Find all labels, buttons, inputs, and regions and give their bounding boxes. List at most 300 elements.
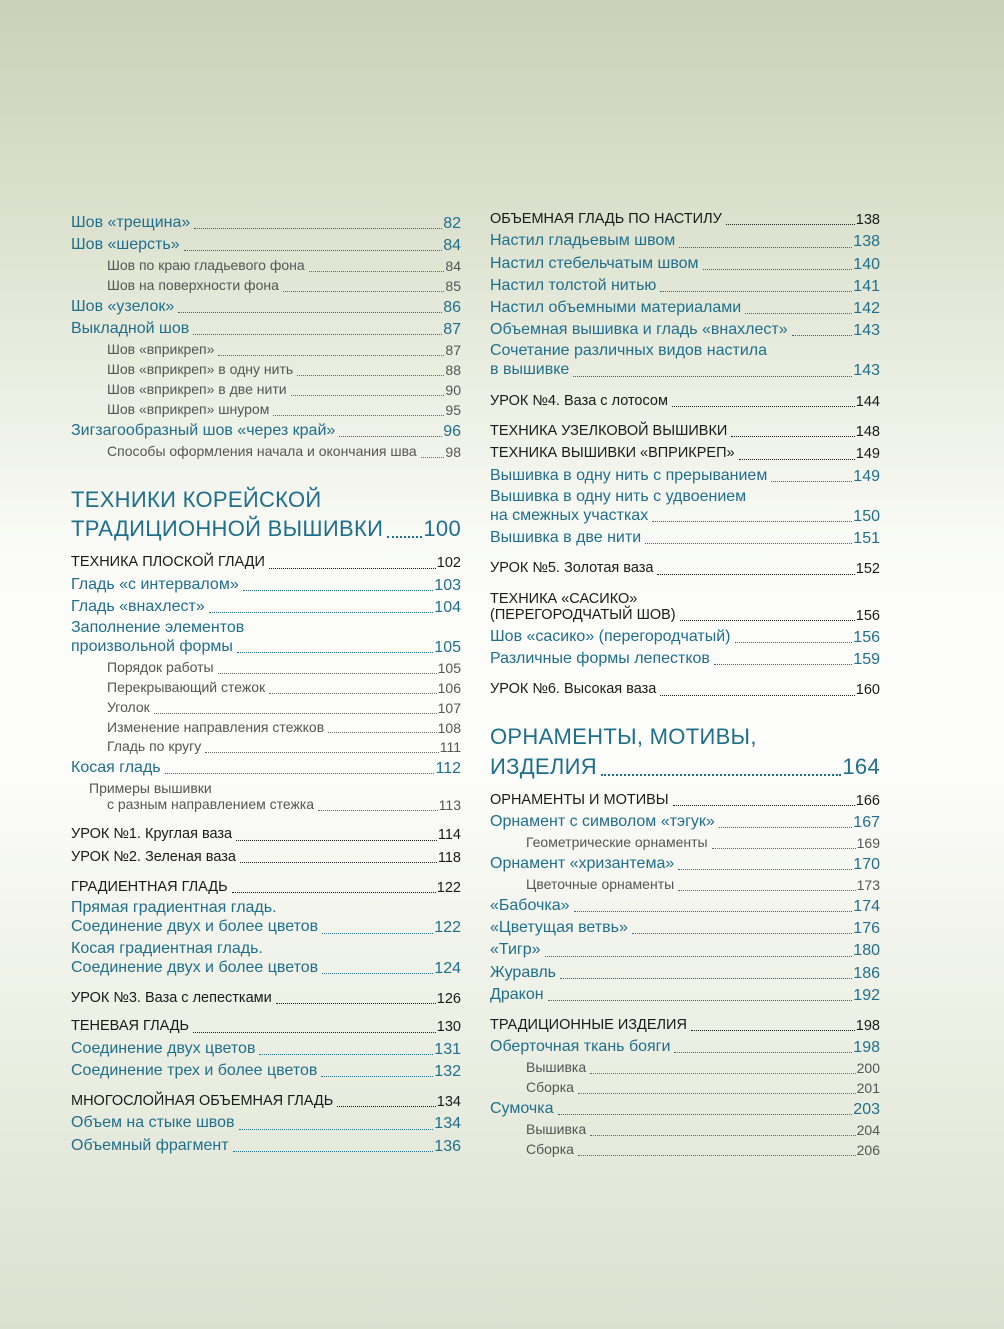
toc-entry-line xyxy=(490,792,880,810)
dot-leader xyxy=(731,434,854,437)
toc-entry-line xyxy=(490,896,880,916)
toc-entry-line xyxy=(89,659,461,677)
toc-entry[interactable] xyxy=(71,297,461,317)
toc-subentry[interactable] xyxy=(71,780,461,814)
toc-entry-title: ТЕНЕВАЯ ГЛАДЬ xyxy=(71,1018,190,1035)
toc-entry-title: Геометрические орнаменты xyxy=(526,834,708,851)
page-number: 132 xyxy=(434,1062,461,1080)
toc-entry-title: Гладь «с интервалом» xyxy=(71,575,239,593)
toc-entry-line xyxy=(490,276,880,296)
dot-leader xyxy=(194,226,442,229)
toc-entry-title: Соединение трех и более цветов xyxy=(71,1061,318,1079)
toc-entry-line: ОРНАМЕНТЫ, МОТИВЫ, xyxy=(490,723,757,749)
toc-entry-line xyxy=(71,917,461,937)
toc-entry-title: ОРНАМЕНТЫ И МОТИВЫ xyxy=(490,791,669,808)
toc-entry[interactable] xyxy=(490,1099,880,1119)
dot-leader xyxy=(645,541,852,544)
toc-entry-line xyxy=(89,699,461,717)
toc-entry-title: Шов на поверхности фона xyxy=(107,277,279,294)
toc-entry-title: Сумочка xyxy=(490,1100,554,1118)
page-number: 192 xyxy=(853,986,880,1004)
dot-leader xyxy=(545,954,853,957)
page-number: 166 xyxy=(855,792,880,809)
page-number: 170 xyxy=(853,855,880,873)
toc-entry-line xyxy=(71,597,461,617)
page-number: 100 xyxy=(423,516,461,542)
toc-entry-title: Орнамент с символом «тэгук» xyxy=(490,813,715,830)
toc-entry-title: Зигзагообразный шов «через край» xyxy=(71,421,336,439)
page-number: 142 xyxy=(853,299,880,317)
dot-leader xyxy=(339,434,442,437)
dot-leader xyxy=(283,289,445,292)
page-number: 167 xyxy=(853,814,880,831)
page-number: 200 xyxy=(856,1060,880,1077)
toc-entry[interactable] xyxy=(490,854,880,874)
toc-entry-title: УРОК №2. Зеленая ваза xyxy=(71,848,236,865)
toc-entry-line xyxy=(490,466,880,486)
toc-entry-line xyxy=(490,360,880,380)
toc-entry-title: Перекрывающий стежок xyxy=(107,679,266,696)
dot-leader xyxy=(558,1112,853,1115)
toc-entry[interactable] xyxy=(490,276,880,296)
toc-entry-title: УРОК №5. Золотая ваза xyxy=(490,560,654,577)
toc-subentry[interactable] xyxy=(71,341,461,359)
dot-leader xyxy=(680,618,855,621)
toc-entry[interactable] xyxy=(71,235,461,255)
toc-entry-title: Сборка xyxy=(526,1079,574,1096)
toc-entry-line xyxy=(490,254,880,274)
toc-heading[interactable] xyxy=(490,393,880,411)
toc-entry-title: ИЗДЕЛИЯ xyxy=(490,753,597,779)
toc-entry-line xyxy=(508,834,880,852)
toc-entry-title: «Тигр» xyxy=(490,941,541,959)
dot-leader xyxy=(322,931,433,934)
toc-subentry[interactable] xyxy=(71,361,461,379)
toc-entry-title: Соединение двух цветов xyxy=(71,1039,256,1057)
toc-entry-title: Вышивка в две нити xyxy=(490,529,642,547)
toc-subentry[interactable] xyxy=(490,1121,880,1139)
toc-entry-title: «Бабочка» xyxy=(490,896,570,914)
toc-entry-line: Сочетание различных видов настила xyxy=(490,342,767,360)
toc-entry[interactable] xyxy=(490,627,880,647)
toc-entry-title: Настил толстой нитью xyxy=(490,276,657,294)
toc-entry-title: Шов «вприкреп» шнуром xyxy=(107,400,270,417)
dot-leader xyxy=(578,1091,856,1094)
page-number: 204 xyxy=(856,1122,880,1139)
dot-leader xyxy=(276,1001,436,1004)
toc-subentry[interactable] xyxy=(71,257,461,275)
toc-entry-line xyxy=(71,758,461,778)
dot-leader xyxy=(548,998,853,1001)
dot-leader xyxy=(291,393,445,396)
dot-leader xyxy=(560,976,852,979)
toc-subentry[interactable] xyxy=(71,738,461,756)
toc-heading[interactable] xyxy=(490,792,880,810)
page-number: 164 xyxy=(842,753,880,779)
toc-entry-title: (ПЕРЕГОРОДЧАТЫЙ ШОВ) xyxy=(490,606,676,623)
toc-entry[interactable] xyxy=(490,320,880,340)
toc-entry-line xyxy=(89,796,461,814)
toc-entry-line xyxy=(89,401,461,419)
dot-leader xyxy=(632,931,852,934)
dot-leader xyxy=(673,803,855,806)
toc-subentry[interactable] xyxy=(71,443,461,461)
toc-entry-title: ТРАДИЦИОННОЙ ВЫШИВКИ xyxy=(71,516,384,542)
toc-heading[interactable] xyxy=(71,1093,461,1111)
toc-entry-line xyxy=(89,443,461,461)
dot-leader xyxy=(205,750,438,753)
toc-entry-title: Шов «вприкреп» в две нити xyxy=(107,380,287,397)
page-number: 114 xyxy=(437,827,461,844)
toc-entry-line: Прямая градиентная гладь. xyxy=(71,899,277,917)
toc-entry-line xyxy=(490,649,880,669)
toc-heading[interactable] xyxy=(71,554,461,572)
toc-entry-title: ТЕХНИКА ПЛОСКОЙ ГЛАДИ xyxy=(71,554,265,571)
toc-entry-line xyxy=(71,1061,461,1081)
toc-entry-line xyxy=(71,421,461,441)
toc-entry-line xyxy=(71,879,461,897)
page-number: 122 xyxy=(434,919,461,937)
page-number: 203 xyxy=(853,1101,880,1119)
toc-entry-line xyxy=(490,607,880,625)
toc-entry-line xyxy=(490,211,880,229)
toc-entry-title: Соединение двух и более цветов xyxy=(71,918,319,936)
toc-entry-title: Способы оформления начала и окончания шва xyxy=(107,442,417,459)
toc-entry[interactable] xyxy=(490,649,880,669)
toc-entry-line: Вышивка в одну нить с удвоением xyxy=(490,487,747,505)
dot-leader xyxy=(193,332,442,335)
page-number: 186 xyxy=(853,964,880,982)
page-number: 159 xyxy=(853,651,880,669)
page-number: 134 xyxy=(436,1093,461,1110)
toc-entry-line: Заполнение элементов xyxy=(71,619,245,637)
toc-entry-line xyxy=(490,231,880,251)
toc-entry[interactable] xyxy=(490,528,880,548)
page-number: 143 xyxy=(853,322,880,340)
page-number: 107 xyxy=(437,699,461,716)
toc-entry-title: Настил стебельчатым швом xyxy=(490,254,699,272)
toc-entry[interactable] xyxy=(71,319,461,339)
toc-entry[interactable] xyxy=(71,899,461,937)
toc-entry-line: Примеры вышивки xyxy=(89,780,212,797)
dot-leader xyxy=(178,310,442,313)
toc-subentry[interactable] xyxy=(490,1079,880,1097)
page-number: 98 xyxy=(445,443,461,460)
toc-entry-title: ТЕХНИКА ВЫШИВКИ «ВПРИКРЕП» xyxy=(490,445,735,462)
toc-entry[interactable] xyxy=(490,231,880,251)
toc-entry-line xyxy=(490,985,880,1005)
page-number: 90 xyxy=(445,381,461,398)
dot-leader xyxy=(771,479,852,482)
toc-entry-line xyxy=(490,560,880,578)
page-number: 140 xyxy=(853,255,880,273)
page-number: 198 xyxy=(855,1017,880,1034)
page-number: 173 xyxy=(856,877,880,894)
toc-heading[interactable] xyxy=(71,990,461,1008)
toc-heading[interactable] xyxy=(490,560,880,578)
toc-entry[interactable] xyxy=(71,597,461,617)
page-number: 131 xyxy=(434,1040,461,1058)
toc-entry[interactable] xyxy=(71,575,461,595)
toc-entry[interactable] xyxy=(490,940,880,960)
toc-entry-title: Орнамент «хризантема» xyxy=(490,854,675,872)
dot-leader xyxy=(574,909,853,912)
toc-entry-line xyxy=(71,637,461,657)
page-number: 102 xyxy=(436,555,461,572)
dot-leader xyxy=(309,269,445,272)
dot-leader xyxy=(387,535,422,538)
page-number: 169 xyxy=(856,835,880,852)
toc-entry-line xyxy=(490,1017,880,1035)
toc-heading[interactable] xyxy=(71,879,461,897)
toc-entry-title: Вышивка xyxy=(526,1121,587,1138)
toc-heading[interactable] xyxy=(490,591,880,625)
page-number: 148 xyxy=(855,423,880,440)
toc-entry-line xyxy=(71,213,461,233)
toc-entry-line xyxy=(71,319,461,339)
page-number: 174 xyxy=(853,897,880,915)
toc-heading[interactable] xyxy=(490,681,880,699)
toc-right-column xyxy=(490,205,880,1159)
dot-leader xyxy=(735,640,853,643)
dot-leader xyxy=(792,333,853,336)
toc-entry[interactable] xyxy=(71,213,461,233)
toc-subentry[interactable] xyxy=(71,679,461,697)
toc-entry[interactable] xyxy=(490,298,880,318)
toc-left-column xyxy=(71,205,461,1156)
toc-entry-title: Шов «вприкреп» xyxy=(107,341,215,358)
toc-entry-title: Настил объемными материалами xyxy=(490,298,742,316)
toc-heading[interactable] xyxy=(71,1018,461,1036)
toc-subentry[interactable] xyxy=(490,1141,880,1159)
toc-entry-title: УРОК №4. Ваза с лотосом xyxy=(490,392,668,409)
dot-leader xyxy=(679,245,852,248)
toc-entry-line xyxy=(490,752,880,782)
toc-entry-line xyxy=(89,738,461,756)
toc-entry-title: Уголок xyxy=(107,698,150,715)
dot-leader xyxy=(719,825,852,828)
page-number: 198 xyxy=(853,1039,880,1057)
page-number: 143 xyxy=(853,362,880,380)
toc-entry-title: Сборка xyxy=(526,1141,574,1158)
page-number: 96 xyxy=(443,422,461,440)
dot-leader xyxy=(745,311,852,314)
toc-entry[interactable] xyxy=(490,985,880,1005)
toc-entry[interactable] xyxy=(490,254,880,274)
toc-subentry[interactable] xyxy=(490,1059,880,1077)
toc-subentry[interactable] xyxy=(71,719,461,737)
page-number: 134 xyxy=(434,1115,461,1133)
page-number: 150 xyxy=(853,507,880,525)
page-number: 108 xyxy=(437,719,461,736)
toc-entry[interactable] xyxy=(490,896,880,916)
page-number: 112 xyxy=(435,760,461,778)
dot-leader xyxy=(322,971,433,974)
page-number: 160 xyxy=(855,682,880,699)
toc-entry-title: ГРАДИЕНТНАЯ ГЛАДЬ xyxy=(71,879,228,896)
page-number: 138 xyxy=(855,212,880,228)
toc-entry-line xyxy=(71,990,461,1008)
page-number: 103 xyxy=(434,576,461,594)
dot-leader xyxy=(703,267,853,270)
page-number: 105 xyxy=(434,639,461,657)
toc-section-title[interactable] xyxy=(490,722,880,782)
toc-entry-title: Шов «сасико» (перегородчатый) xyxy=(490,628,731,646)
toc-entry[interactable] xyxy=(490,466,880,486)
page-number: 124 xyxy=(434,959,461,977)
toc-entry-title: Гладь «внахлест» xyxy=(71,597,205,615)
toc-entry[interactable] xyxy=(490,1037,880,1057)
dot-leader xyxy=(239,1127,434,1130)
toc-entry-line xyxy=(508,1079,880,1097)
dot-leader xyxy=(218,671,437,674)
toc-subentry[interactable] xyxy=(71,401,461,419)
toc-subentry[interactable] xyxy=(71,277,461,295)
toc-entry[interactable] xyxy=(490,488,880,526)
toc-heading[interactable] xyxy=(490,423,880,441)
toc-subentry[interactable] xyxy=(490,876,880,894)
toc-entry-line xyxy=(71,554,461,572)
dot-leader xyxy=(233,1149,434,1152)
page-number: 88 xyxy=(445,362,461,379)
page-number: 156 xyxy=(853,629,880,647)
toc-entry-line xyxy=(508,1141,880,1159)
dot-leader xyxy=(578,1153,856,1156)
toc-entry-line xyxy=(71,575,461,595)
toc-entry-title: Вышивка в одну нить с прерыванием xyxy=(490,466,768,484)
toc-entry[interactable] xyxy=(71,619,461,657)
toc-entry[interactable] xyxy=(71,421,461,441)
dot-leader xyxy=(318,808,438,811)
page-number: 149 xyxy=(853,467,880,485)
toc-entry-title: произвольной формы xyxy=(71,638,233,656)
toc-entry-line xyxy=(490,298,880,318)
dot-leader xyxy=(232,890,436,893)
dot-leader xyxy=(601,773,841,776)
toc-entry[interactable] xyxy=(490,342,880,380)
toc-entry-line: ТЕХНИКИ КОРЕЙСКОЙ xyxy=(71,486,322,512)
dot-leader xyxy=(678,867,852,870)
toc-entry-line xyxy=(71,1136,461,1156)
page-number: 122 xyxy=(436,880,461,897)
toc-entry-line xyxy=(490,423,880,441)
toc-entry-title: Объемный фрагмент xyxy=(71,1136,229,1154)
page-number: 84 xyxy=(445,258,461,275)
page-number: 130 xyxy=(436,1019,461,1036)
toc-entry[interactable] xyxy=(71,1039,461,1059)
page-number: 126 xyxy=(436,990,461,1007)
dot-leader xyxy=(712,846,856,849)
toc-subentry[interactable] xyxy=(71,659,461,677)
toc-entry-title: Шов по краю гладьевого фона xyxy=(107,257,305,274)
toc-entry-line xyxy=(71,235,461,255)
dot-leader xyxy=(321,1074,433,1077)
toc-entry-title: Объем на стыке швов xyxy=(71,1114,235,1132)
toc-heading[interactable] xyxy=(71,849,461,867)
toc-entry[interactable] xyxy=(71,758,461,778)
toc-entry-title: Порядок работы xyxy=(107,659,214,676)
page-number: 141 xyxy=(853,277,880,295)
page-number: 206 xyxy=(856,1142,880,1159)
page-number: 104 xyxy=(434,598,461,616)
dot-leader xyxy=(739,457,855,460)
toc-entry-line xyxy=(71,297,461,317)
dot-leader xyxy=(297,373,444,376)
page-number: 85 xyxy=(445,278,461,295)
toc-entry-line xyxy=(89,257,461,275)
page-number: 82 xyxy=(443,215,461,232)
toc-entry[interactable] xyxy=(71,940,461,978)
toc-heading[interactable] xyxy=(490,211,880,229)
toc-entry[interactable] xyxy=(71,1113,461,1133)
toc-entry-title: Различные формы лепестков xyxy=(490,650,710,668)
toc-entry[interactable] xyxy=(490,812,880,832)
toc-entry-line xyxy=(508,1121,880,1139)
dot-leader xyxy=(243,588,434,591)
toc-entry-line xyxy=(490,627,880,647)
dot-leader xyxy=(240,860,437,863)
page-number: 152 xyxy=(855,561,880,578)
toc-subentry[interactable] xyxy=(71,699,461,717)
dot-leader xyxy=(691,1028,855,1031)
toc-entry[interactable] xyxy=(71,1136,461,1156)
toc-subentry[interactable] xyxy=(71,381,461,399)
toc-entry-line xyxy=(89,719,461,737)
toc-entry-title: Оберточная ткань бояги xyxy=(490,1038,671,1056)
toc-heading[interactable] xyxy=(490,1017,880,1035)
toc-entry-title: на смежных участках xyxy=(490,506,649,524)
toc-entry-line xyxy=(490,393,880,411)
dot-leader xyxy=(657,572,854,575)
dot-leader xyxy=(660,289,852,292)
toc-entry-title: ТРАДИЦИОННЫЕ ИЗДЕЛИЯ xyxy=(490,1016,687,1033)
toc-entry[interactable] xyxy=(490,918,880,938)
page-number: 180 xyxy=(853,942,880,960)
toc-entry-title: Шов «вприкреп» в одну нить xyxy=(107,361,294,378)
toc-entry-title: в вышивке xyxy=(490,361,570,379)
toc-entry-line xyxy=(490,506,880,526)
toc-entry[interactable] xyxy=(71,1061,461,1081)
toc-heading[interactable] xyxy=(490,445,880,463)
toc-entry-title: Шов «трещина» xyxy=(71,214,191,231)
toc-entry-title: Соединение двух и более цветов xyxy=(71,958,319,976)
page-number: 149 xyxy=(855,446,880,463)
page-number: 118 xyxy=(437,849,461,866)
dot-leader xyxy=(714,662,852,665)
toc-entry-title: Настил гладьевым швом xyxy=(490,232,676,250)
toc-entry-line: ТЕХНИКА «САСИКО» xyxy=(490,590,638,607)
toc-entry-title: Журавль xyxy=(490,963,557,981)
dot-leader xyxy=(590,1071,856,1074)
page-number: 87 xyxy=(443,321,461,339)
page-number: 151 xyxy=(853,530,880,548)
toc-entry-line xyxy=(71,1113,461,1133)
toc-subentry[interactable] xyxy=(490,834,880,852)
toc-heading[interactable] xyxy=(71,826,461,844)
dot-leader xyxy=(209,610,434,613)
toc-entry-line xyxy=(89,277,461,295)
toc-section-title[interactable] xyxy=(71,485,461,545)
toc-entry-title: Цветочные орнаменты xyxy=(526,876,675,893)
toc-entry[interactable] xyxy=(490,963,880,983)
toc-entry-line xyxy=(490,940,880,960)
toc-entry-title: Выкладной шов xyxy=(71,320,190,338)
toc-entry-title: Гладь по кругу xyxy=(107,738,202,755)
page-number: 86 xyxy=(443,298,461,316)
toc-entry-title: с разным направлением стежка xyxy=(107,796,315,813)
dot-leader xyxy=(421,455,445,458)
toc-entry-line xyxy=(71,826,461,844)
